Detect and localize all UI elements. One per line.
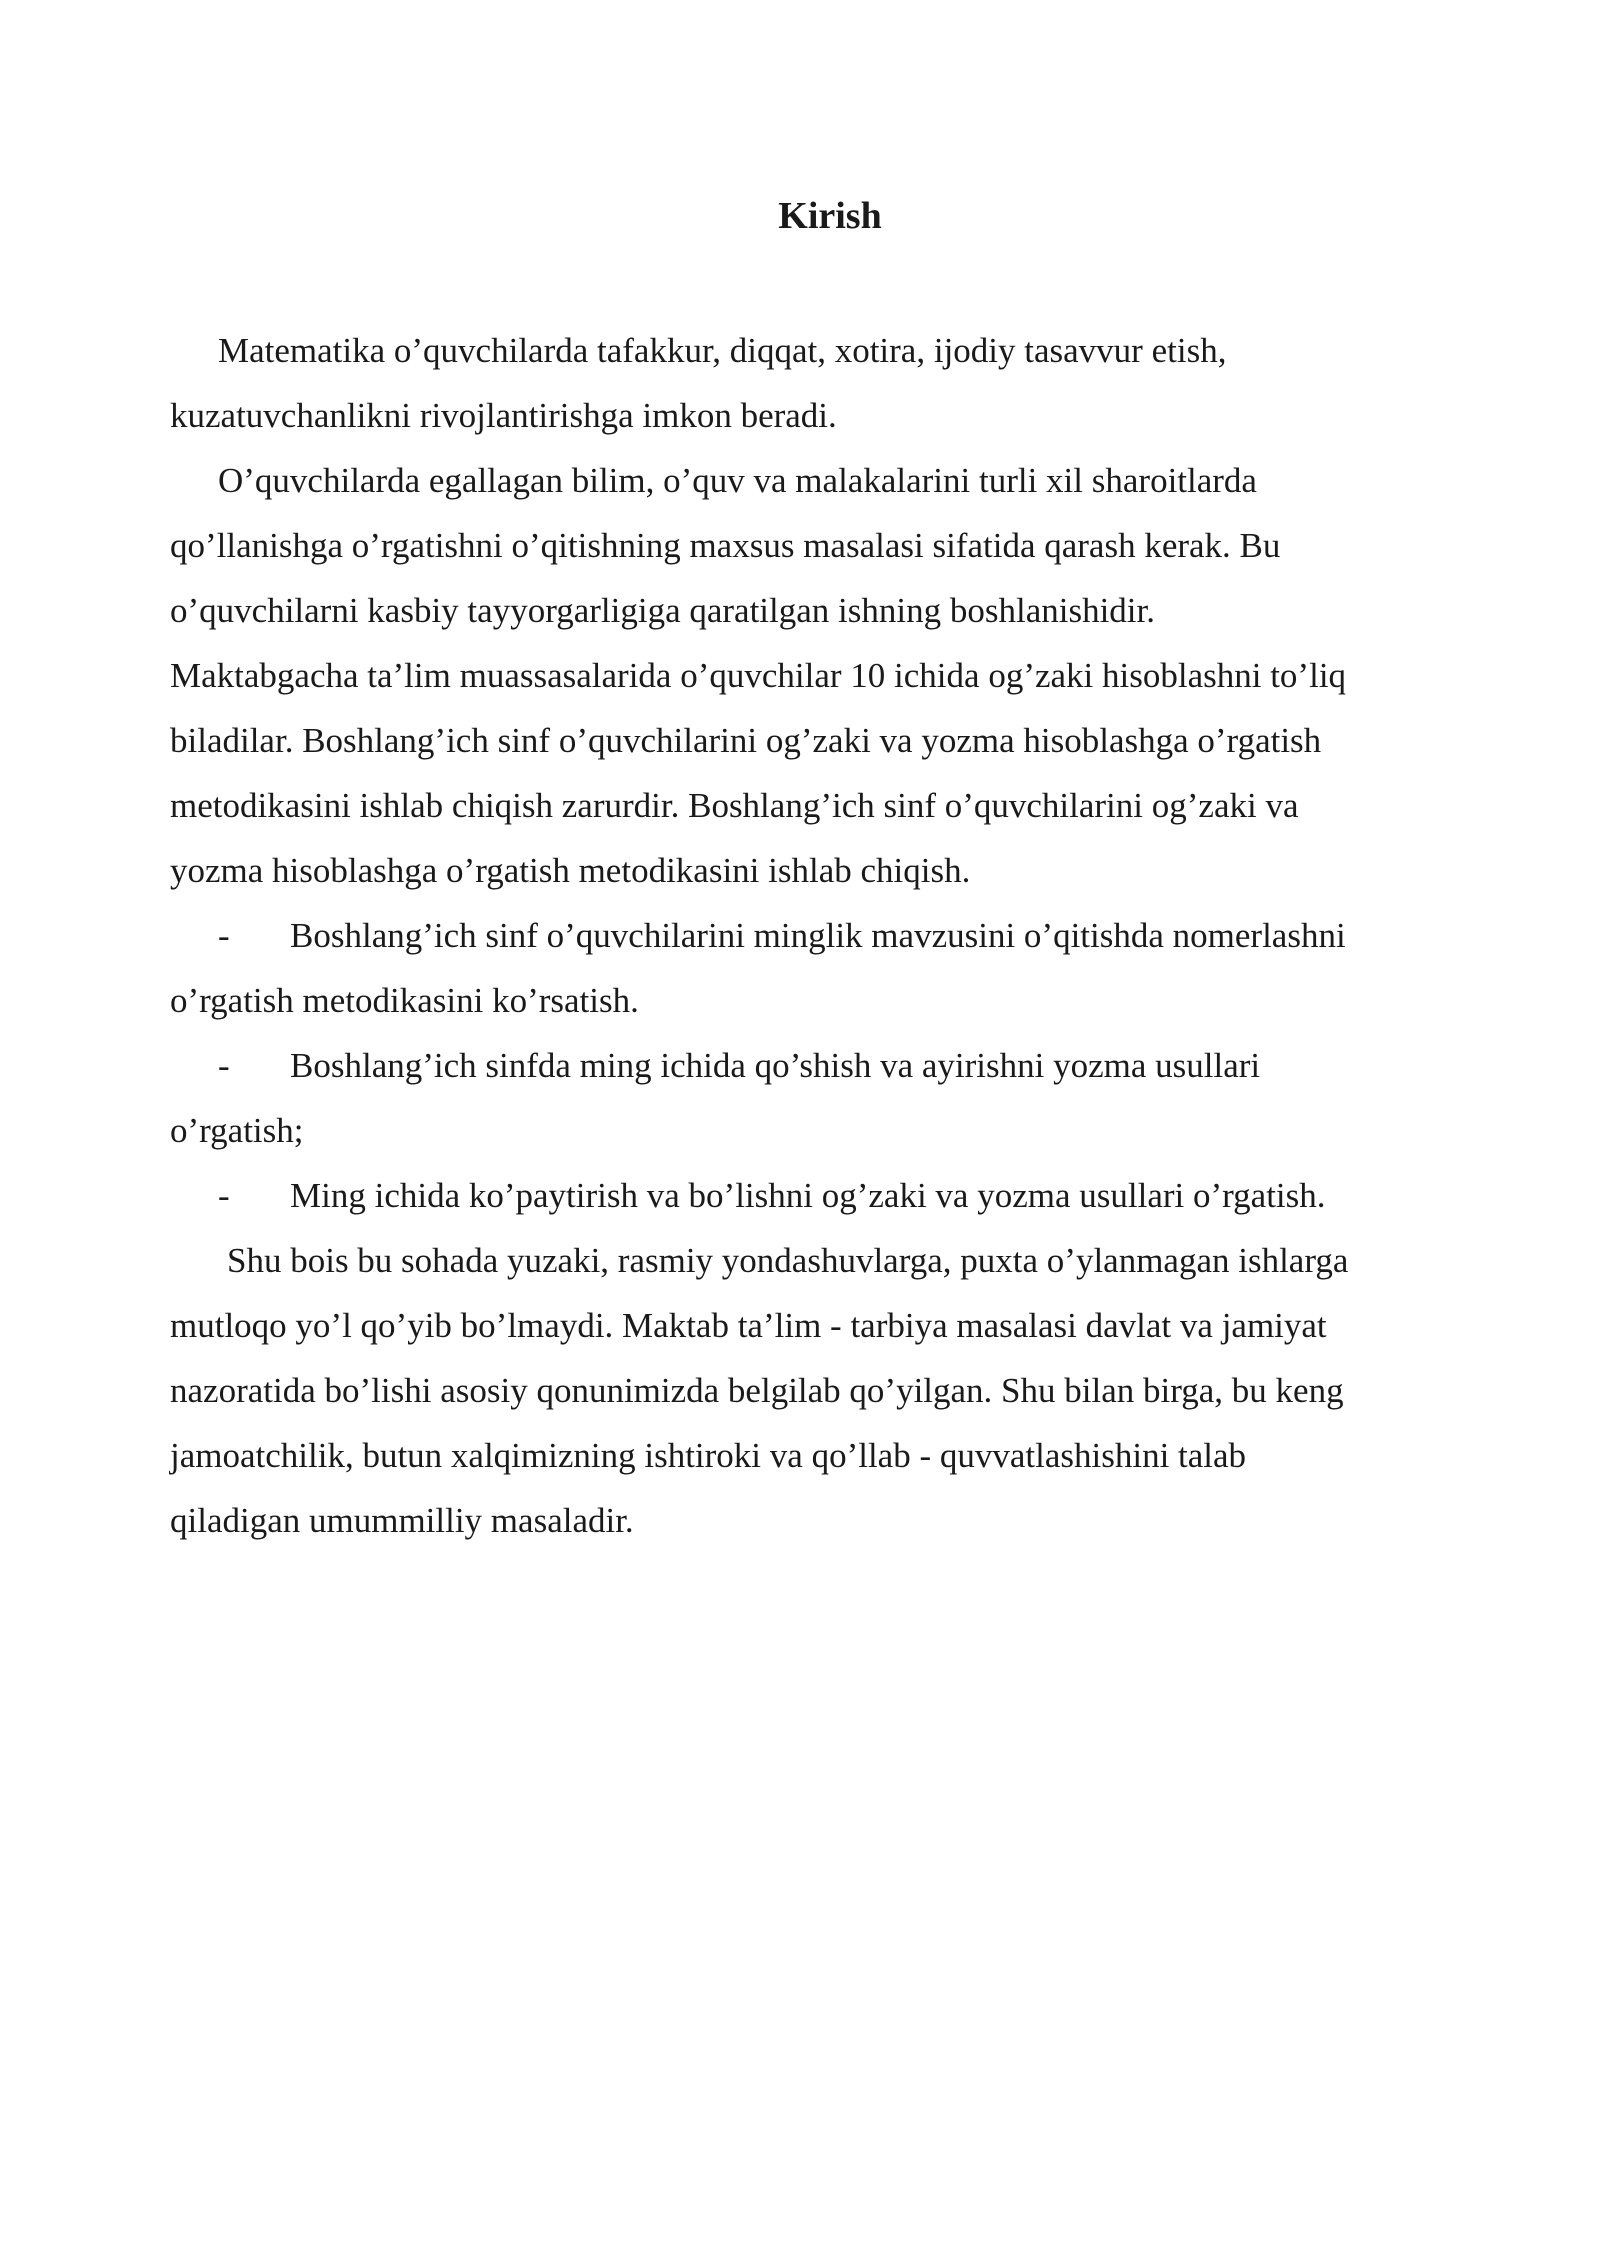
list-item-text: Boshlang’ich sinf o’quvchilarini minglik mavzusini o’qitishda nomerlashni — [290, 916, 1346, 955]
list-dash: - — [218, 1046, 230, 1085]
list-item-text: Boshlang’ich sinfda ming ichida qo’shish va ayirishni yozma usullari — [290, 1046, 1261, 1085]
paragraph-line: yozma hisoblashga o’rgatish metodikasini ishlab chiqish. — [170, 851, 971, 890]
list-item-continuation: o’rgatish metodikasini ko’rsatish. — [170, 981, 639, 1020]
paragraph-line: biladilar. Boshlang’ich sinf o’quvchilarini og’zaki va yozma hisoblashga o’rgatish — [170, 721, 1322, 760]
paragraph-line: Matematika o’quvchilarda tafakkur, diqqat, xotira, ijodiy tasavvur etish, — [218, 331, 1227, 370]
page-title: Kirish — [778, 195, 882, 237]
paragraph-line: jamoatchilik, butun xalqimizning ishtiroki va qo’llab - quvvatlashishini talab — [170, 1436, 1247, 1475]
paragraph-line: mutloqo yo’l qo’yib bo’lmaydi. Maktab ta’lim - tarbiya masalasi davlat va jamiyat — [170, 1306, 1327, 1345]
paragraph-line: qo’llanishga o’rgatishni o’qitishning maxsus masalasi sifatida qarash kerak. Bu — [170, 526, 1281, 565]
document-body — [170, 318, 1435, 1553]
list-item-continuation: o’rgatish; — [170, 1111, 304, 1150]
list-item — [170, 1033, 1435, 1098]
list-item — [170, 1163, 1435, 1228]
list-dash: - — [218, 1176, 230, 1215]
list-item-text: Ming ichida ko’paytirish va bo’lishni og’zaki va yozma usullari o’rgatish. — [290, 1176, 1326, 1215]
paragraph-line: O’quvchilarda egallagan bilim, o’quv va malakalarini turli xil sharoitlarda — [218, 461, 1257, 500]
paragraph-line: metodikasini ishlab chiqish zarurdir. Boshlang’ich sinf o’quvchilarini og’zaki va — [170, 786, 1299, 825]
paragraph-line: nazoratida bo’lishi asosiy qonunimizda belgilab qo’yilgan. Shu bilan birga, bu keng — [170, 1371, 1344, 1410]
paragraph-line: o’quvchilarni kasbiy tayyorgarligiga qaratilgan ishning boshlanishidir. — [170, 591, 1156, 630]
paragraph-line: Shu bois bu sohada yuzaki, rasmiy yondashuvlarga, puxta o’ylanmagan ishlarga — [227, 1241, 1349, 1280]
paragraph-line: kuzatuvchanlikni rivojlantirishga imkon beradi. — [170, 396, 837, 435]
list-dash: - — [218, 916, 230, 955]
list-item — [170, 903, 1435, 968]
paragraph-line: Maktabgacha ta’lim muassasalarida o’quvchilar 10 ichida og’zaki hisoblashni to’liq — [170, 656, 1347, 695]
paragraph-line: qiladigan umummilliy masaladir. — [170, 1501, 634, 1540]
